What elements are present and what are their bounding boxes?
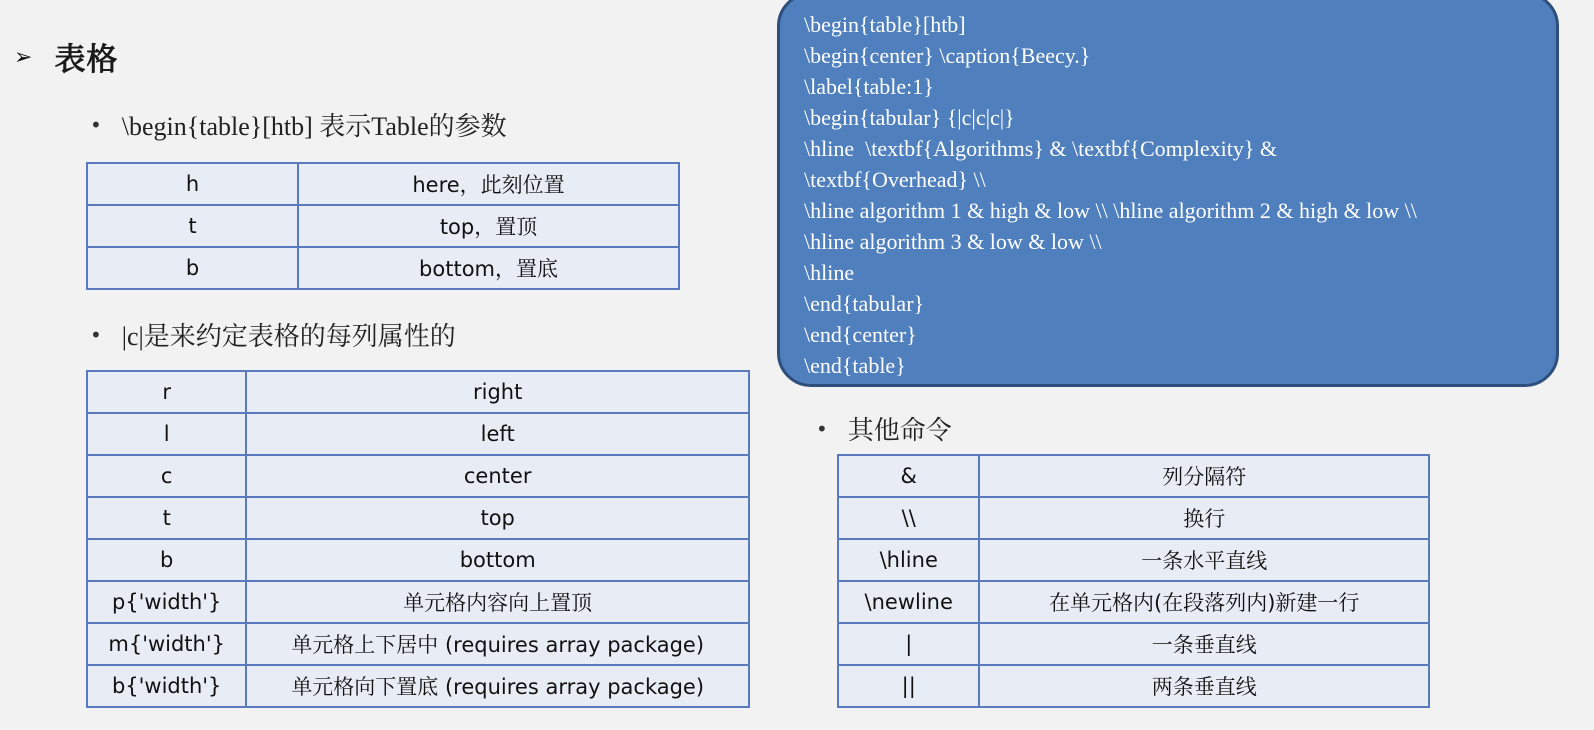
command-key-cell: | [838,623,979,665]
attr-key-cell: l [87,413,246,455]
command-desc-cell: 换行 [979,497,1429,539]
table-row [838,539,1429,581]
code-line: \hline algorithm 3 & low & low \\ [804,229,1102,254]
param-key-cell: h [87,163,298,205]
table-row [838,455,1429,497]
other-commands-table [837,454,1430,708]
attr-desc-cell: bottom [246,539,749,581]
command-key-cell: \newline [838,581,979,623]
section-heading [14,34,118,79]
attr-desc-cell: 单元格上下居中 (requires array package) [246,623,749,665]
command-desc-cell: 在单元格内(在段落列内)新建一行 [979,581,1429,623]
bullet-dot-icon: • [90,322,102,347]
attr-key-cell: b{'width'} [87,665,246,707]
attr-desc-cell: 单元格向下置底 (requires array package) [246,665,749,707]
table-row [87,581,749,623]
attr-key-cell: c [87,455,246,497]
code-line: \hline algorithm 1 & high & low \\ \hline algorithm 2 & high & low \\ [804,198,1417,223]
placement-params-table [86,162,680,290]
param-desc-cell: bottom，置底 [298,247,679,289]
code-line: \hline \textbf{Algorithms} & \textbf{Complexity} & [804,136,1278,161]
table-row [87,247,679,289]
param-desc-cell: top，置顶 [298,205,679,247]
command-desc-cell: 一条垂直线 [979,623,1429,665]
command-key-cell: \\ [838,497,979,539]
code-line: \textbf{Overhead} \\ [804,167,986,192]
param-key-cell: t [87,205,298,247]
code-line: \begin{center} \caption{Beecy.} [804,43,1091,68]
bullet-dot-icon: • [90,112,102,137]
attr-desc-cell: left [246,413,749,455]
param-desc-cell: here，此刻位置 [298,163,679,205]
code-line: \end{center} [804,322,917,347]
table-row [838,623,1429,665]
bullet-text: 其他命令 [847,416,952,445]
code-line: \begin{tabular} {|c|c|c|} [804,105,1015,130]
code-line: \end{table} [804,353,906,378]
table-row [838,581,1429,623]
attr-key-cell: m{'width'} [87,623,246,665]
code-line: \hline [804,260,855,285]
table-row [87,455,749,497]
code-line: \label{table:1} [804,74,934,99]
command-desc-cell: 两条垂直线 [979,665,1429,707]
bullet-text: \begin{table}[htb] 表示Table的参数 [121,112,507,141]
bullet-dot-icon: • [816,416,828,441]
table-row [87,497,749,539]
attr-key-cell: p{'width'} [87,581,246,623]
attr-key-cell: r [87,371,246,413]
bullet-table-params [90,106,507,143]
attr-key-cell: b [87,539,246,581]
code-line: \begin{table}[htb] [804,12,966,37]
table-row [87,371,749,413]
bullet-text: |c|是来约定表格的每列属性的 [121,322,456,351]
table-row [838,665,1429,707]
latex-code-box [777,0,1559,387]
table-row [87,413,749,455]
attr-desc-cell: 单元格内容向上置顶 [246,581,749,623]
table-row [87,163,679,205]
param-key-cell: b [87,247,298,289]
table-row [87,623,749,665]
bullet-column-attr [90,316,456,353]
command-desc-cell: 一条水平直线 [979,539,1429,581]
command-key-cell: & [838,455,979,497]
column-attr-table [86,370,750,708]
attr-desc-cell: top [246,497,749,539]
bullet-other-commands [816,410,952,447]
code-line: \end{tabular} [804,291,925,316]
table-row [87,539,749,581]
attr-desc-cell: right [246,371,749,413]
command-desc-cell: 列分隔符 [979,455,1429,497]
attr-desc-cell: center [246,455,749,497]
table-row [87,205,679,247]
arrow-bullet-icon: ➢ [14,45,33,70]
section-title: 表格 [54,42,119,78]
command-key-cell: || [838,665,979,707]
table-row [87,665,749,707]
table-row [838,497,1429,539]
command-key-cell: \hline [838,539,979,581]
attr-key-cell: t [87,497,246,539]
